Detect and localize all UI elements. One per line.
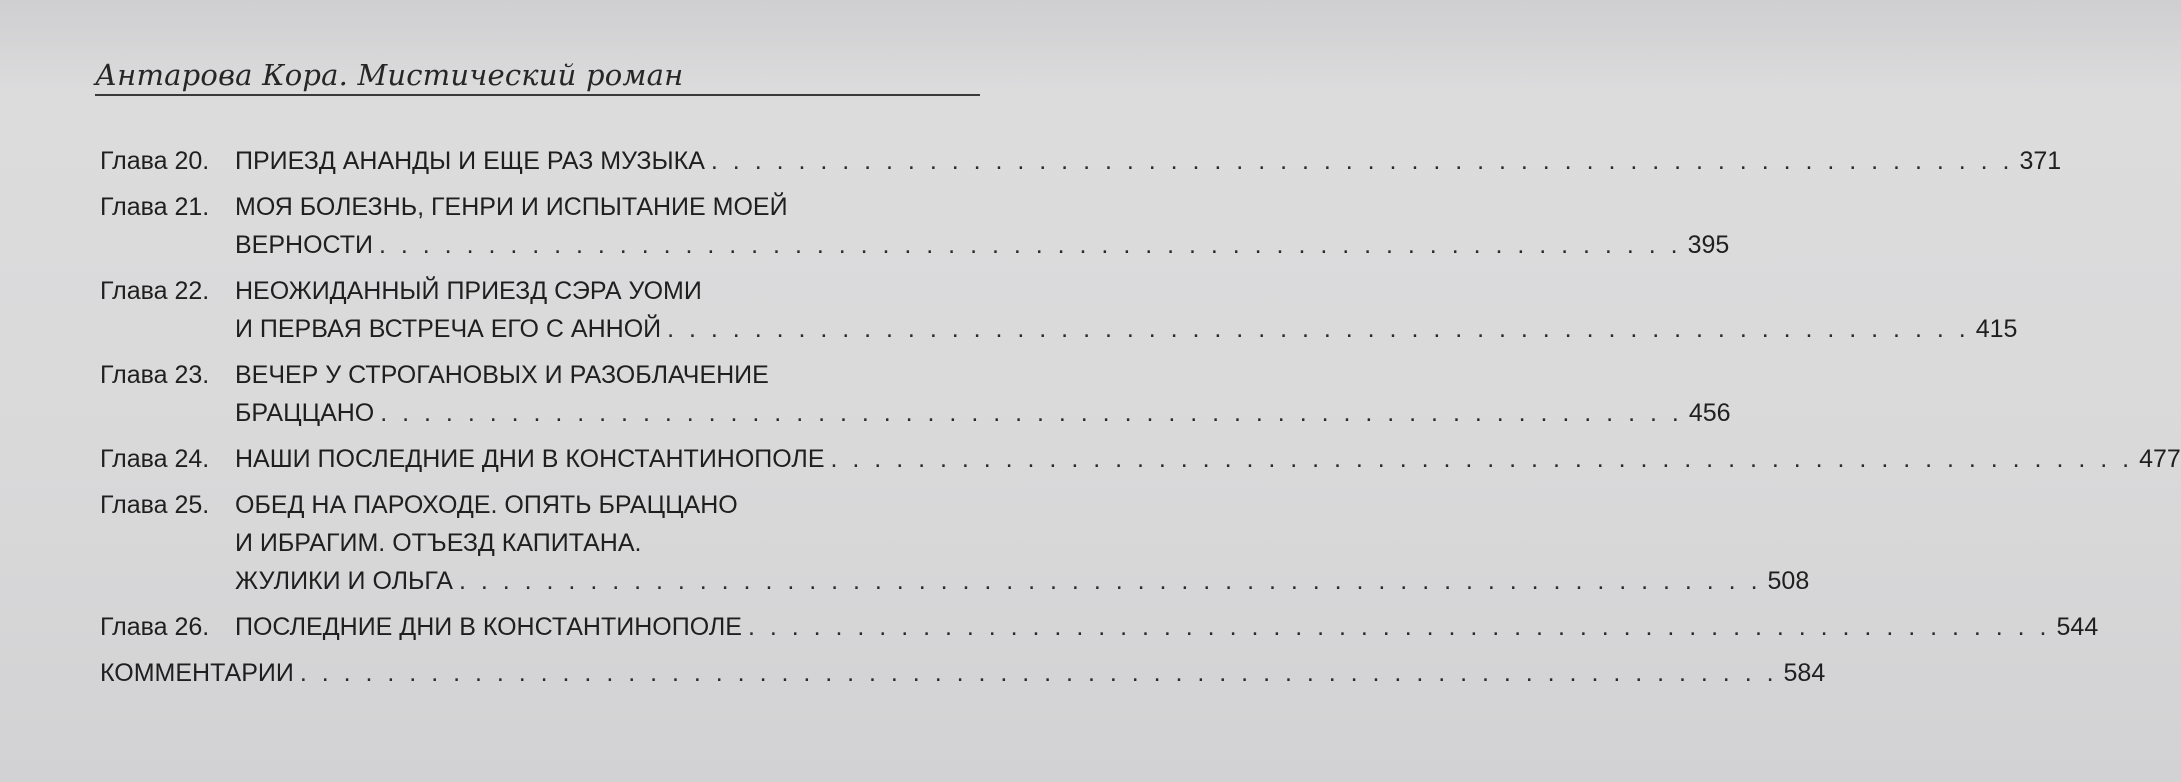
chapter-label: Глава 25. [100,491,210,519]
comments-block [100,654,1826,692]
chapter-title: ВЕРНОСТИ [235,231,373,259]
chapter-label: Глава 24. [100,445,210,473]
dot-leader: . . . . . . . . . . . . . . . . . . . . . . . . . . . . . . . . . . . . . . . . . . . . . . . . . . . . . . . . . . . . [710,147,2014,175]
chapter-title-last-line [235,142,2062,180]
dot-leader: . . . . . . . . . . . . . . . . . . . . . . . . . . . . . . . . . . . . . . . . . . . . . . . . . . . . . . . . . . . . [379,231,1682,259]
chapter-title-line: И ИБРАГИМ. ОТЪЕЗД КАПИТАНА. [235,529,642,557]
chapter-label: Глава 21. [100,193,210,221]
chapter-label: Глава 26. [100,613,210,641]
page-number: 395 [1687,231,1730,259]
chapter-title-block [235,486,1810,600]
toc-entry-chapter-22 [100,272,2018,348]
comments-title: КОММЕНТАРИИ [100,659,294,687]
page-number: 508 [1767,567,1810,595]
page-number: 544 [2056,613,2099,641]
page-number: 456 [1688,399,1731,427]
toc-entry-comments [100,654,1826,692]
chapter-title-line: ВЕЧЕР У СТРОГАНОВЫХ И РАЗОБЛАЧЕНИЕ [235,361,769,389]
toc-entry-chapter-25 [100,486,1810,600]
chapter-title-last-line [235,394,1731,432]
chapter-title-block [235,356,1731,432]
page-number: 371 [2019,147,2062,175]
chapter-title-block [235,608,2099,646]
chapter-title-last-line [235,226,1730,264]
chapter-title-block [235,272,2018,348]
chapter-title-last-line [235,562,1810,600]
chapter-title: И ПЕРВАЯ ВСТРЕЧА ЕГО С АННОЙ [235,315,662,343]
chapter-title-block [235,440,2181,478]
page-number: 415 [1975,315,2018,343]
chapter-title: БРАЦЦАНО [235,399,375,427]
chapter-title: НАШИ ПОСЛЕДНИЕ ДНИ В КОНСТАНТИНОПОЛЕ [235,445,825,473]
chapter-title-last-line [235,608,2099,646]
comments-line [100,654,1826,692]
toc-entry-chapter-20 [100,142,2062,180]
chapter-title-line: НЕОЖИДАННЫЙ ПРИЕЗД СЭРА УОМИ [235,277,702,305]
chapter-title: ЖУЛИКИ И ОЛЬГА [235,567,453,595]
toc-entry-chapter-23 [100,356,1731,432]
chapter-title-block [235,188,1730,264]
dot-leader: . . . . . . . . . . . . . . . . . . . . . . . . . . . . . . . . . . . . . . . . . . . . . . . . . . . . . . . . . . . . [747,613,2051,641]
toc-entry-chapter-26 [100,608,2099,646]
page-number: 584 [1783,659,1826,687]
chapter-title-line: ОБЕД НА ПАРОХОДЕ. ОПЯТЬ БРАЦЦАНО [235,491,738,519]
chapter-title-line: МОЯ БОЛЕЗНЬ, ГЕНРИ И ИСПЫТАНИЕ МОЕЙ [235,193,788,221]
running-header: Антарова Кора. Мистический роман [95,58,684,92]
chapter-title-block [235,142,2062,180]
toc-entry-chapter-24 [100,440,2181,478]
chapter-title: ПОСЛЕДНИЕ ДНИ В КОНСТАНТИНОПОЛЕ [235,613,742,641]
page-number: 477 [2139,445,2181,473]
dot-leader: . . . . . . . . . . . . . . . . . . . . . . . . . . . . . . . . . . . . . . . . . . . . . . . . . . . . . . . . . . . . [667,315,1970,343]
dot-leader: . . . . . . . . . . . . . . . . . . . . . . . . . . . . . . . . . . . . . . . . . . . . . . . . . . . . . . . . . . . . [380,399,1683,427]
chapter-label: Глава 20. [100,147,210,175]
chapter-label: Глава 23. [100,361,210,389]
dot-leader: . . . . . . . . . . . . . . . . . . . . . . . . . . . . . . . . . . . . . . . . . . . . . . . . . . . . . . . . . . . . . . . . . . . . [299,659,1778,687]
chapter-title: ПРИЕЗД АНАНДЫ И ЕЩЕ РАЗ МУЗЫКА [235,147,705,175]
header-rule [95,94,980,96]
dot-leader: . . . . . . . . . . . . . . . . . . . . . . . . . . . . . . . . . . . . . . . . . . . . . . . . . . . . . . . . . . . . [458,567,1762,595]
dot-leader: . . . . . . . . . . . . . . . . . . . . . . . . . . . . . . . . . . . . . . . . . . . . . . . . . . . . . . . . . . . . [830,445,2134,473]
chapter-title-last-line [235,310,2018,348]
chapter-label: Глава 22. [100,277,210,305]
toc-entry-chapter-21 [100,188,1730,264]
table-of-contents [100,142,2181,700]
chapter-title-last-line [235,440,2181,478]
